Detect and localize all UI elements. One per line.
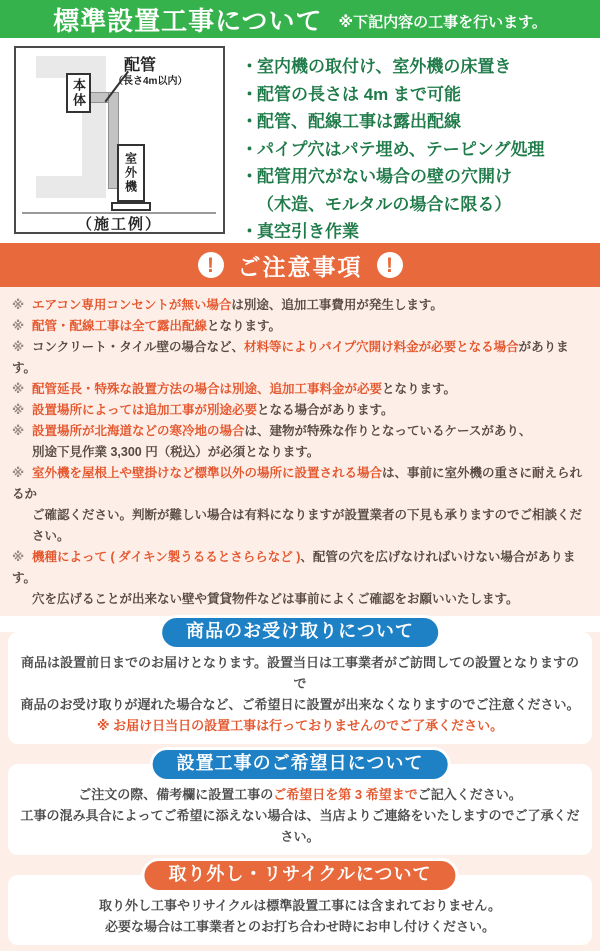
bullet-item xyxy=(241,191,590,219)
line-marker: ・ xyxy=(241,222,258,241)
card-text-line xyxy=(16,694,584,715)
highlighted-text: ご希望日を第 3 希望まで xyxy=(273,787,418,802)
outdoor-unit-label: 室外機 xyxy=(117,144,145,202)
body-text: 別途下見作業 3,300 円（税込）が必須となります。 xyxy=(32,445,320,459)
preferred-date-card xyxy=(8,753,592,855)
body-text: （木造、モルタルの場合に限る） xyxy=(257,194,512,214)
bullet-item xyxy=(241,218,590,246)
caution-header xyxy=(0,243,600,287)
standard-work-bullet-list xyxy=(225,46,590,241)
body-text: となる場合があります。 xyxy=(257,403,394,417)
body-text: は、事前に室外機の重さに耐えられるか xyxy=(12,466,583,501)
highlighted-text: ※ お届け日当日の設置工事は行っておりませんのでご了承ください。 xyxy=(96,718,504,733)
body-text: ご注文の際、備考欄に設置工事の xyxy=(78,787,274,802)
caution-note xyxy=(12,379,590,400)
highlighted-text: 材料等によりパイプ穴開け料金が必要となる場合 xyxy=(244,340,519,354)
caution-note xyxy=(12,547,590,589)
body-text: 配管の長さは 4m まで可能 xyxy=(257,84,462,104)
line-marker: ※ xyxy=(12,298,25,312)
body-text: 取り外し工事やリサイクルは標準設置工事には含まれておりません。 xyxy=(99,898,501,913)
removal-recycle-card-body xyxy=(16,895,584,937)
body-text: 工事の混み具合によってご希望に添えない場合は、当店よりご連絡をいたしますのでご了承ください。 xyxy=(20,808,580,844)
caution-note xyxy=(12,295,590,316)
bullet-item xyxy=(241,108,590,136)
body-text: ご確認ください。判断が難しい場合は有料になりますが設置業者の下見も承りますのでご相談ください。 xyxy=(32,508,583,543)
page-title: 標準設置工事について xyxy=(53,5,323,36)
line-marker: ・ xyxy=(241,112,258,131)
pipe-length-note: （長さ4m以内） xyxy=(113,76,188,87)
card-text-line xyxy=(16,805,584,847)
body-text: パイプ穴はパテ埋め、テーピング処理 xyxy=(257,139,545,159)
preferred-date-card-body xyxy=(16,784,584,847)
body-text: があります。 xyxy=(12,340,569,375)
wall-shape xyxy=(36,176,93,198)
exclamation-icon: ! xyxy=(198,252,224,278)
body-text: 真空引き作業 xyxy=(257,222,359,241)
receiving-card-body xyxy=(16,652,584,736)
caution-title: ご注意事項 xyxy=(237,253,363,280)
line-marker: ・ xyxy=(241,57,258,76)
indoor-unit-label: 本体 xyxy=(66,73,91,113)
highlighted-text: 室外機を屋根上や壁掛けなど標準以外の場所に設置される場合 xyxy=(32,466,383,480)
card-text-line xyxy=(16,784,584,805)
bullet-item xyxy=(241,163,590,191)
line-marker: ※ xyxy=(12,382,25,396)
body-text: 必要な場合は工事業者とのお打ち合わせ時にお申し付けください。 xyxy=(104,919,495,934)
removal-recycle-card xyxy=(8,864,592,945)
caution-note xyxy=(12,337,590,379)
page-subtitle: ※下記内容の工事を行います。 xyxy=(338,13,547,31)
removal-recycle-card-title: 取り外し・リサイクルについて xyxy=(141,858,458,893)
diagram-caption: （施工例） xyxy=(76,216,162,233)
highlighted-text: 設置場所によっては追加工事が別途必要 xyxy=(32,403,258,417)
receiving-info-card xyxy=(8,621,592,744)
card-text-line xyxy=(16,895,584,916)
card-text-line xyxy=(16,916,584,937)
body-text: 商品は設置前日までのお届けとなります。設置当日は工事業者がご訪問しての設置となりますので xyxy=(21,655,579,691)
caution-note xyxy=(12,400,590,421)
highlighted-text: 配管延長・特殊な設置方法の場合は別途、追加工事料金が必要 xyxy=(32,382,383,396)
highlighted-text: 機種によって ( ダイキン製うるるとさららなど ) xyxy=(32,550,301,564)
line-marker: ※ xyxy=(12,319,25,333)
standard-work-section xyxy=(0,38,600,243)
highlighted-text: 設置場所が北海道などの寒冷地の場合 xyxy=(32,424,245,438)
bullet-item xyxy=(241,136,590,164)
caution-note xyxy=(12,505,590,547)
line-marker: ※ xyxy=(12,424,25,438)
line-marker: ※ xyxy=(12,550,25,564)
preferred-date-card-title: 設置工事のご希望日について xyxy=(150,747,451,782)
body-text: は別途、追加工事費用が発生します。 xyxy=(231,298,443,312)
info-cards xyxy=(0,621,600,951)
body-text: 室内機の取付け、室外機の床置き xyxy=(257,57,512,76)
line-marker: ・ xyxy=(241,84,258,104)
line-marker: ※ xyxy=(12,340,25,354)
line-marker: ・ xyxy=(241,139,258,159)
caution-note xyxy=(12,589,590,610)
line-marker: ・ xyxy=(241,167,258,186)
body-text: ご記入ください。 xyxy=(417,787,522,802)
body-text: となります。 xyxy=(382,382,457,396)
body-text: 配管用穴がない場合の壁の穴開け xyxy=(257,167,512,186)
line-marker: ※ xyxy=(12,403,25,417)
caution-note xyxy=(12,316,590,337)
body-text: は、建物が特殊な作りとなっているケースがあり、 xyxy=(244,424,532,438)
body-text: コンクリート・タイル壁の場合など、 xyxy=(32,340,245,354)
highlighted-text: 配管・配線工事は全て露出配線 xyxy=(32,319,208,333)
page-header xyxy=(0,0,600,38)
body-text: 、配管の穴を広げなければいけない場合があります。 xyxy=(12,550,576,585)
card-text-line xyxy=(16,652,584,694)
bullet-item xyxy=(241,53,590,81)
pipe-label: 配管 xyxy=(124,57,157,74)
receiving-card-title: 商品のお受け取りについて xyxy=(159,615,441,650)
body-text: 穴を広げることが出来ない壁や賃貸物件などは事前によくご確認をお願いいたします。 xyxy=(32,592,519,606)
caution-note xyxy=(12,463,590,505)
body-text: 商品のお受け取りが遅れた場合など、ご希望日に設置が出来なくなりますのでご注意ください。 xyxy=(20,697,580,712)
body-text: となります。 xyxy=(207,319,282,333)
caution-note xyxy=(12,442,590,463)
card-text-line xyxy=(16,715,584,736)
caution-notes-list xyxy=(0,287,600,616)
bullet-item xyxy=(241,81,590,109)
line-marker: ※ xyxy=(12,466,25,480)
exclamation-icon: ! xyxy=(377,252,403,278)
installation-example-diagram xyxy=(14,46,225,234)
body-text: 配管、配線工事は露出配線 xyxy=(257,112,461,131)
highlighted-text: エアコン専用コンセントが無い場合 xyxy=(32,298,232,312)
caution-note xyxy=(12,421,590,442)
outdoor-unit-base xyxy=(111,202,151,211)
